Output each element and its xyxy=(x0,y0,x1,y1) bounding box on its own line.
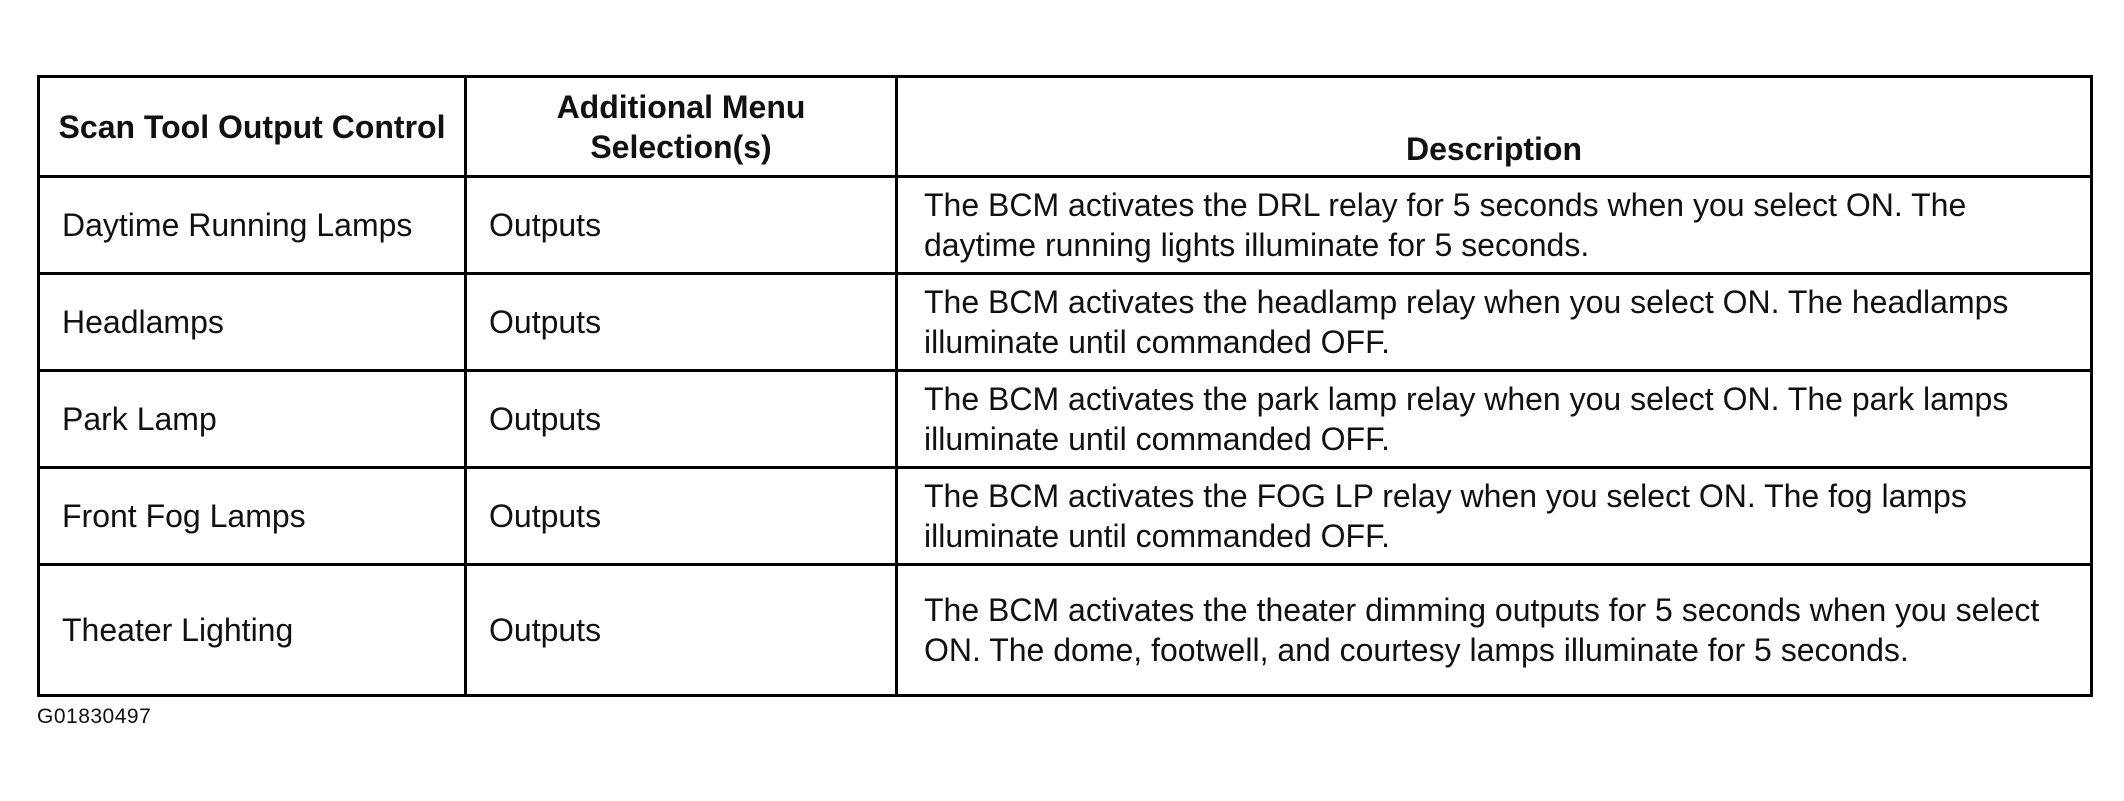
description-cell: The BCM activates the DRL relay for 5 seconds when you select ON. The daytime running lights illuminate for 5 seconds. xyxy=(897,177,2092,274)
menu-cell: Outputs xyxy=(466,274,897,371)
description-cell: The BCM activates the theater dimming outputs for 5 seconds when you select ON. The dome, footwell, and courtesy lamps illuminate for 5 seconds. xyxy=(897,565,2092,696)
description-cell: The BCM activates the headlamp relay when you select ON. The headlamps illuminate until commanded OFF. xyxy=(897,274,2092,371)
description-cell: The BCM activates the park lamp relay when you select ON. The park lamps illuminate until commanded OFF. xyxy=(897,371,2092,468)
control-cell: Park Lamp xyxy=(39,371,466,468)
figure-id: G01830497 xyxy=(37,705,152,728)
control-cell: Front Fog Lamps xyxy=(39,468,466,565)
control-cell: Daytime Running Lamps xyxy=(39,177,466,274)
header-scan-tool-output-control: Scan Tool Output Control xyxy=(39,77,466,177)
menu-cell: Outputs xyxy=(466,565,897,696)
control-cell: Theater Lighting xyxy=(39,565,466,696)
table-row xyxy=(39,177,2092,274)
table-row xyxy=(39,565,2092,696)
header-description: Description xyxy=(897,77,2092,177)
description-cell: The BCM activates the FOG LP relay when you select ON. The fog lamps illuminate until commanded OFF. xyxy=(897,468,2092,565)
table-row xyxy=(39,371,2092,468)
menu-cell: Outputs xyxy=(466,371,897,468)
menu-cell: Outputs xyxy=(466,177,897,274)
table-header-row xyxy=(39,77,2092,177)
table-row xyxy=(39,274,2092,371)
control-cell: Headlamps xyxy=(39,274,466,371)
table-row xyxy=(39,468,2092,565)
menu-cell: Outputs xyxy=(466,468,897,565)
header-additional-menu-selections: Additional Menu Selection(s) xyxy=(466,77,897,177)
output-control-table xyxy=(37,75,2093,697)
